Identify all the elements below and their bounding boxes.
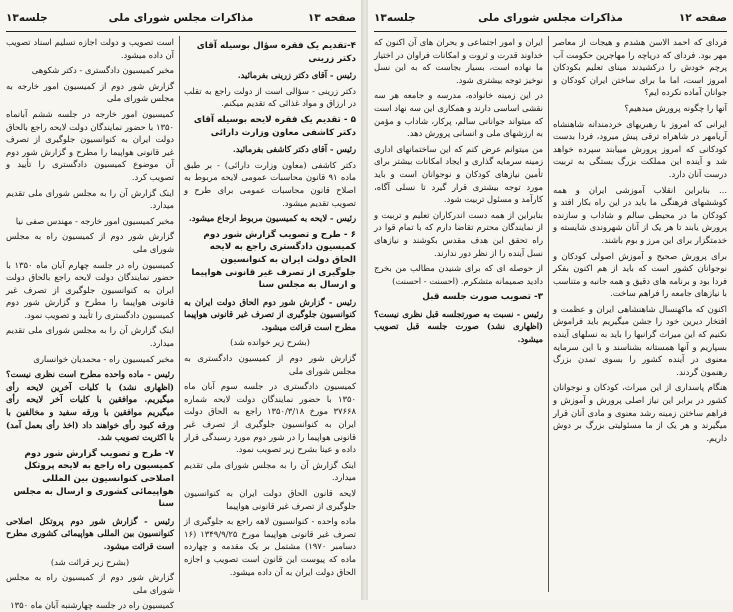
paragraph: من میتوانم عرض کنم که این ساختمانهای اداری زمینه سرمایه گذاری و ایجاد امکانات بیشتر برای تأمین نیازهای کودکان و نوجوانان است و باید مورد توجه بیشتری قرار گیرد تا نسلی آگاه، کارآمد و مسئول تربیت شود. <box>374 143 543 205</box>
paragraph: هنگام پاسداری از این میراث، کودکان و نوجوانان کشور در برابر این نیاز اصلی پرورش و آموزش و فراهم ساختن زمینه رشد معنوی و مادی آنان قرار میگیرند و هر یک از ما مسئولیتی بزرگ بر دوش داریم. <box>553 382 727 443</box>
paragraph: مخبر کمیسیون دادگستری - دکتر شکوهی <box>31 65 174 76</box>
paragraph: مخبر کمیسیون راه - محمدیان خوانساری <box>33 353 174 364</box>
session-label: جلسه۱۳ <box>6 12 48 24</box>
text-column <box>374 36 543 594</box>
session-label: جلسه۱۳ <box>374 12 416 24</box>
paragraph: گزارش شور دوم از کمیسیون راه به مجلس شورای ملی <box>6 572 174 595</box>
paragraph: کمیسیون راه در جلسه چهارشنبه آبان ماه ۱۳۵۰ <box>10 600 174 611</box>
section-heading: ۶ - طرح و تصویب گزارش شور دوم کمیسیون دادگستری راجع به لایحه الحاق دولت ایران به کنوانسیون جلوگیری از تصرف غیر قانونی هواپیما و ارسال به مجلس سنا <box>191 229 356 291</box>
paragraph: برای پرورش صحیح و آموزش اصولی کودکان و نوجوانان کشور است که باید از هم اکنون بفکر فردا بود و برنامه های دقیق و همه جانبه و متناسب با نیازهای جامعه را فراهم ساخت. <box>553 250 727 299</box>
speaker-paragraph: رئیس - نسبت به صورتجلسه قبل نظری نیست؟ (اظهاری نشد) صورت جلسه قبل تصویب میشود. <box>374 308 543 345</box>
speaker-paragraph: رئیس - لایحه به کمیسیون مربوط ارجاع میشود. <box>188 213 356 224</box>
paragraph: مخبر کمیسیون امور خارجه - مهندس صفی نیا <box>15 215 174 226</box>
paragraph: اکنون که ماکهنسال شاهنشاهی ایران و عظمت و افتخار دیرین خود را جشن میگیریم باید فراموش نکنیم که این میراث گرانبها را باید به نسلهای آینده بسپاریم و آنها همستانه بشناسند و با این سرمایه معنوی در آینده کشور را بسوی تمدن بزرگ رهنمون گردند. <box>553 303 727 377</box>
speaker-paragraph: رئیس - گزارش شور دوم پروتکل اصلاحی کنوانسیون بین المللی هواپیمائی کشوری مطرح است قرائت میشود. <box>6 515 174 551</box>
paragraph: گزارش شور دوم از کمیسیون دادگستری به مجلس شورای ملی <box>184 353 356 376</box>
paragraph: گزارش شور دوم از کمیسیون امور خارجه به مجلس شورای ملی <box>6 80 174 104</box>
procedural-note: (بشرح زیر خوانده شد) <box>230 337 310 348</box>
speaker-paragraph: رئیس - آقای دکتر زرینی بفرمائید. <box>237 70 356 81</box>
paragraph: کمیسیون دادگستری در جلسه سوم آبان ماه ۱۳۵۰ با حضور نمایندگان دولت لایحه شماره ۳۷۶۶۸ مورخ ۱۳۵۰/۳/۱۸ راجع به الحاق دولت ایران به کنوانسیون جلوگیری از تصرف غیر قانونی هواپیما را در شور دوم مورد رسیدگی قرار داده و عینا بشرح زیر تصویب نمود. <box>184 381 356 455</box>
paragraph: ماده واحده - کنوانسیون لاهه راجع به جلوگیری از تصرف غیر قانونی هواپیما مورخ ۱۳۴۹/۹/۲۵ (۱۶ دسامبر ۱۹۷۰) مشتمل بر یک مقدمه و چهارده ماده که پیوست این قانون است تصویب و اجازه الحاق دولت ایران به آن داده میشود. <box>184 516 356 577</box>
section-heading: ۵ - تقدیم یک فقره لایحه بوسیله آقای دکتر کاشفی معاون وزارت دارائی <box>193 114 356 138</box>
page-number: صفحه ۱۲ <box>678 12 727 24</box>
paragraph: گزارش شور دوم از کمیسیون راه به مجلس شورای ملی <box>6 231 174 254</box>
paragraph: لایحه قانون الحاق دولت ایران به کنوانسیون جلوگیری از تصرف غیر قانونی هواپیما <box>184 488 356 511</box>
left-page-header <box>6 8 356 30</box>
speaker-paragraph: رئیس - آقای دکتر کاشفی بفرمائید. <box>232 144 356 155</box>
section-heading: ۳- تصویب صورت جلسه قبل <box>422 292 543 303</box>
text-column <box>6 36 175 611</box>
paragraph: کمیسیون امور خارجه در جلسه ششم آبانماه ۱۳۵۰ با حضور نمایندگان دولت لایحه راجع بالحاق دولت ایران به کنوانسیون جلوگیری از تصرف غیر قانونی هواپیما را مطرح و گزارش شور دوم آن موضوع کمیسیون دادگستری را تأیید و تصویب کرد. <box>6 108 174 182</box>
paragraph: از حوصله ای که برای شنیدن مطالب من بخرج دادید صمیمانه متشکرم. (احسنت - احسنت) <box>374 263 543 286</box>
paragraph: اینک گزارش آن را به مجلس شورای ملی تقدیم میدارد. <box>6 187 174 211</box>
column-divider <box>179 36 180 592</box>
paragraph: ... بنابراین انقلاب آموزشی ایران و همه کوششهای فرهنگی ما باید در این راه بکار افتد و کودکان ما در محیطی سالم و شاداب و سازنده پرورش یابند تا هر یک از آنان شهروندی شایسته و خدمتگزار برای این مرز و بوم باشند. <box>553 184 727 245</box>
paragraph: ایرانی که امروز با رهبریهای خردمندانه شاهنشاه آریامهر در شاهراه ترقی پیش میرود، فردا بدست کودکانی که امروز پرورش مییابند سپرده خواهد شد و آینده این مملکت بزرگ بستگی به تربیت درست آنان دارد. <box>553 118 727 179</box>
paragraph: دکتر کاشفی (معاون وزارت دارائی) - بر طبق ماده ۹۱ قانون محاسبات عمومی لایحه مربوط به اصلاح قانون محاسبات عمومی برای طرح و تصویب تقدیم میشود. <box>184 159 356 208</box>
running-title: مذاکرات مجلس شورای ملی <box>478 12 623 24</box>
speaker-paragraph: رئیس - گزارش شور دوم الحاق دولت ایران به کنوانسیون جلوگیری از تصرف غیر قانونی هواپیما مطرح است قرائت میشود. <box>184 296 356 332</box>
section-heading: ۴-تقدیم یک فقره سؤال بوسیله آقای دکتر زرینی <box>196 41 356 64</box>
column-divider <box>548 36 549 592</box>
paragraph: ایران و امور اجتماعی و بحران های آن اکنون که خداوند قدرت و ثروت و امکانات فراوان در اختیار ما نهاده است، بسیار بجاست که به این نسل نوخیز توجه بیشتری شود. <box>374 37 543 85</box>
page-number: صفحه ۱۳ <box>307 12 356 24</box>
header-rule <box>6 31 356 32</box>
speaker-paragraph: رئیس - ماده واحده مطرح است نظری نیست؟ (اظهاری نشد) با کلیات آخرین لایحه رأی میگیریم. موافقین با کلیات آخر لایحه رأی میگیریم موافقین با ورقه سفید و مخالفین با ورقه کبود رأی خواهند داد (اخذ رأی بعمل آمد) با اکثریت تصویب شد. <box>6 369 174 443</box>
paragraph: فردای که احمد الاسن هشدم و هیجات از معاصر مهر بود. فردای که دریاچه را مهاجرین حکومت آب پرچم خودش را درکشیدند مینای تعلیم بکودکان امروز است، اما ما برای ساختن ایران کودکان و جوانان آماده نکرده ایم؟ <box>553 37 727 98</box>
paragraph: است تصویب و دولت اجازه تسلیم اسناد تصویب آن داده میشود. <box>6 37 174 60</box>
paragraph: دکتر زرینی - سؤالی است از دولت راجع به تقلب در ارزاق و مواد غذائی که تقدیم میکنم. <box>184 85 356 109</box>
text-column <box>184 36 356 594</box>
paragraph: بنابراین از همه دست اندرکاران تعلیم و تربیت و از نمایندگان محترم تقاضا دارم که با تمام قوا در راه تحقق این هدف مقدس بکوشند و نیازهای نسل آینده را از نظر دور ندارند. <box>374 209 543 258</box>
right-page-header <box>374 8 727 30</box>
paragraph: آنها را چگونه پرورش میدهیم؟ <box>624 102 727 113</box>
paragraph: اینک گزارش آن را به مجلس شورای ملی تقدیم میدارد. <box>6 325 174 349</box>
procedural-note: (بشرح زیر قرائت شد) <box>50 556 130 567</box>
paragraph: در این زمینه خانواده، مدرسه و جامعه هر سه نقشی اساسی دارند و همکاری این سه نهاد است که میتواند جوانانی سالم، پرکار، شاداب و مؤمن به ارزشهای ملی و انسانی پرورش دهد. <box>374 90 543 139</box>
section-heading: ۷- طرح و تصویب گزارش شور دوم کمیسیون راه راجع به لایحه پروتکل اصلاحی کنوانسیون بین المللی هواپیمائی کشوری و ارسال به مجلس سنا <box>13 448 174 510</box>
paragraph: اینک گزارش آن را به مجلس شورای ملی تقدیم میدارد. <box>184 459 356 483</box>
paragraph: کمیسیون راه در جلسه چهارم آبان ماه ۱۳۵۰ با حضور نمایندگان دولت لایحه راجع بالحاق دولت ایران به کنوانسیون جلوگیری از تصرف غیر قانونی هواپیما را مطرح و گزارش شور دوم کمیسیون دادگستری را تأیید و تصویب نمود. <box>6 259 175 320</box>
text-column <box>553 36 727 594</box>
left-page <box>0 0 362 611</box>
running-title: مذاکرات مجلس شورای ملی <box>108 12 254 24</box>
header-rule <box>374 31 727 32</box>
right-page <box>368 0 733 600</box>
